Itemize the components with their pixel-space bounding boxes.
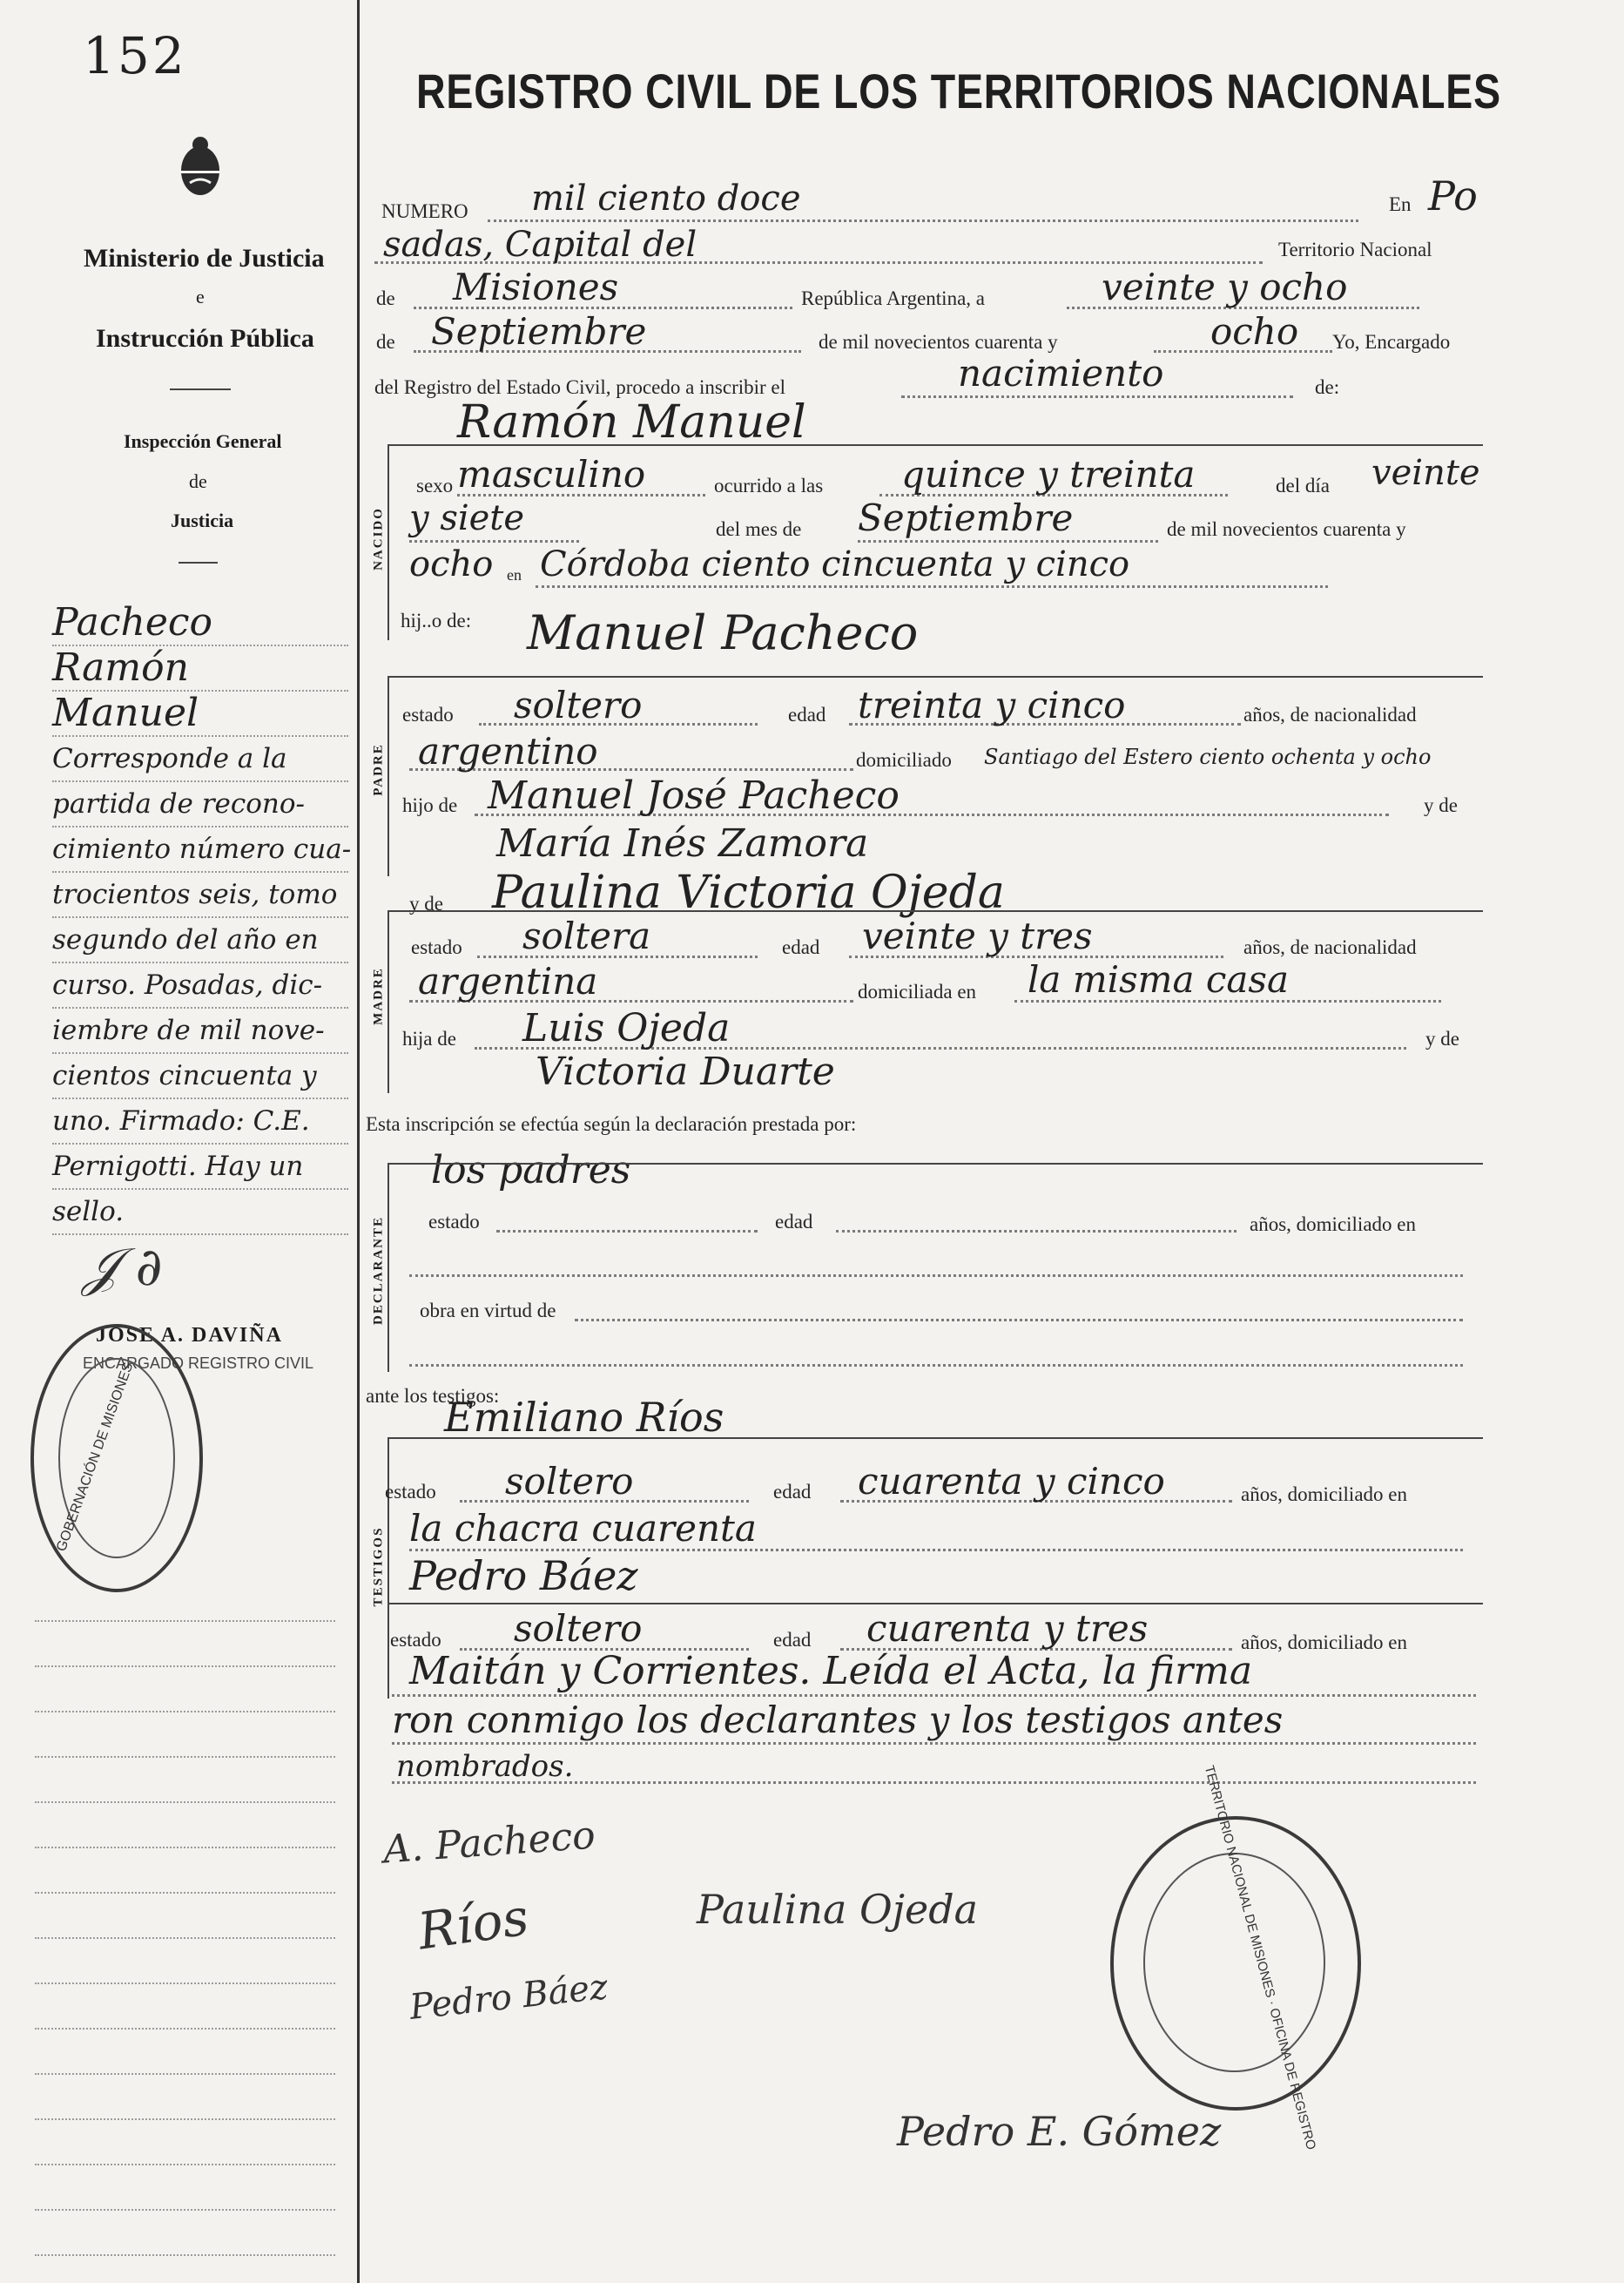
signature-4: Paulina Ojeda (697, 1886, 979, 1933)
hw-nombre: Ramón Manuel (457, 396, 806, 449)
signature-2: Ríos (414, 1887, 533, 1962)
label-madre-y-de: y de (1425, 1028, 1459, 1050)
label-t2-anos-dom: años, domiciliado en (1241, 1631, 1407, 1653)
label-decl-estado: estado (428, 1211, 480, 1233)
sheet-number: 152 (83, 26, 187, 85)
margin-ruled-line (35, 2118, 335, 2120)
inspection-line-2: de (189, 470, 207, 492)
hw-anio: ocho (1210, 310, 1299, 353)
inspection-line-3: Justicia (171, 510, 234, 531)
hw-mes: Septiembre (431, 310, 647, 353)
hw-padre-madre: María Inés Zamora (496, 821, 869, 866)
hw-dia: veinte y ocho (1102, 266, 1348, 308)
hw-padre-domicilio: Santiago del Estero ciento ochenta y ocho (984, 745, 1432, 769)
margin-note-line: sello. (52, 1190, 348, 1235)
hw-madre-madre: Victoria Duarte (536, 1050, 835, 1094)
hw-closing-1: Maitán y Corrientes. Leída el Acta, la firma (409, 1649, 1253, 1693)
hw-testigo2-nombre: Pedro Báez (409, 1552, 638, 1599)
margin-stamp (30, 1324, 203, 1592)
hw-closing-2: ron conmigo los declarantes y los testigos antes (392, 1699, 1284, 1741)
label-republica: República Argentina, a (801, 287, 985, 309)
margin-ruled-line (35, 2028, 335, 2030)
margin-ruled-line (35, 1711, 335, 1712)
hw-madre-nombre: Paulina Victoria Ojeda (492, 867, 1005, 919)
hw-numero: mil ciento doce (531, 179, 801, 219)
label-de-colon: de: (1315, 376, 1340, 398)
signature-3: Pedro Báez (408, 1967, 610, 2028)
label-padre-y-de: y de (1424, 794, 1458, 816)
section-declarante: DECLARANTE (371, 1216, 386, 1326)
margin-note-line: cimiento número cua- (52, 827, 348, 873)
label-obra-virtud: obra en virtud de (420, 1300, 556, 1321)
label-padre-domiciliado: domiciliado (856, 749, 952, 771)
label-sexo: sexo (416, 475, 454, 496)
margin-note-line: partida de recono- (52, 782, 348, 827)
label-decl-edad: edad (775, 1211, 813, 1233)
hw-dia-nac-1: veinte (1371, 453, 1480, 493)
hw-testigo1-edad: cuarenta y cinco (858, 1460, 1165, 1503)
margin-stamp-text: GOBERNACIÓN DE MISIONES (54, 1361, 137, 1554)
hw-padre-nac: argentino (418, 730, 598, 773)
label-del-dia: del día (1276, 475, 1330, 496)
label-numero: NUMERO (381, 200, 468, 222)
signature-1: A. Pacheco (381, 1813, 597, 1873)
margin-note-line: uno. Firmado: C.E. (52, 1099, 348, 1145)
margin-ruled-line (35, 1620, 335, 1622)
label-t2-edad: edad (773, 1629, 812, 1651)
hw-closing-3: nombrados. (396, 1749, 574, 1784)
label-esta-inscripcion: Esta inscripción se efectúa según la declaración prestada por: (366, 1113, 857, 1135)
label-en: En (1389, 193, 1412, 215)
hw-madre-domicilio: la misma casa (1028, 958, 1290, 1001)
label-padre-hijo-de: hijo de (402, 794, 458, 816)
hw-padre-edad: treinta y cinco (858, 684, 1126, 726)
margin-ruled-line (35, 1892, 335, 1894)
label-del-mes: del mes de (716, 518, 802, 540)
label-madre-domiciliada: domiciliada en (858, 981, 977, 1003)
label-madre-anos-nac: años, de nacionalidad (1243, 936, 1417, 958)
label-mil-nov: de mil novecientos cuarenta y (819, 331, 1058, 353)
official-stamp (1110, 1764, 1361, 2151)
hw-testigo1-nombre: Emiliano Ríos (444, 1394, 724, 1441)
label-del-registro: del Registro del Estado Civil, procedo a inscribir el (374, 376, 786, 398)
label-en-lower: en (507, 566, 522, 584)
margin-note-line: iembre de mil nove- (52, 1009, 348, 1054)
label-yo-encargado: Yo, Encargado (1332, 331, 1451, 353)
section-nacido: NACIDO (371, 507, 386, 571)
margin-note-line: Pacheco (52, 601, 348, 646)
margin-ruled-line (35, 2209, 335, 2211)
hw-anio-nac: ocho (409, 544, 494, 584)
margin-ruled-line (35, 1847, 335, 1848)
hw-acto: nacimiento (958, 352, 1164, 395)
signature-5: Pedro E. Gómez (897, 2108, 1222, 2155)
inspection-line-1: Inspección General (124, 430, 282, 452)
label-y-de-madre: y de (409, 893, 443, 915)
margin-note-line: Pernigotti. Hay un (52, 1145, 348, 1190)
hw-madre-edad: veinte y tres (862, 915, 1093, 957)
margin-ruled-line (35, 1937, 335, 1939)
section-padre: PADRE (371, 743, 386, 796)
label-padre-estado: estado (402, 704, 454, 726)
coat-of-arms-icon (174, 131, 226, 200)
label-ante-testigos: ante los testigos: (366, 1385, 500, 1407)
label-decl-anos-dom: años, domiciliado en (1250, 1213, 1416, 1235)
margin-note-line: trocientos seis, tomo (52, 873, 348, 918)
official-stamp-text: TERRITORIO NACIONAL DE MISIONES · OFICINA DE REGISTRO (1201, 1764, 1319, 2151)
label-mil-nov-y: de mil novecientos cuarenta y (1167, 518, 1406, 540)
margin-note-line: segundo del año en (52, 918, 348, 963)
ministry-line-3: Instrucción Pública (96, 324, 314, 353)
margin-note (52, 600, 352, 1235)
label-padre-anos-nac: años, de nacionalidad (1243, 704, 1417, 726)
margin-ruled-line (35, 1982, 335, 1984)
hw-testigo1-dom: la chacra cuarenta (409, 1507, 757, 1550)
label-hijo-de: hij..o de: (401, 610, 472, 632)
margin-ruled-line (35, 1756, 335, 1758)
margin-signature-caption-2: ENCARGADO REGISTRO CIVIL (83, 1354, 314, 1372)
margin-divider-2 (179, 562, 218, 564)
margin-note-line: curso. Posadas, dic- (52, 963, 348, 1009)
hw-padre-hijo-de: Manuel José Pacheco (488, 773, 900, 818)
hw-declarante: los padres (431, 1148, 631, 1192)
label-territorio: Territorio Nacional (1278, 239, 1432, 260)
hw-madre-hija-de: Luis Ojeda (522, 1006, 731, 1050)
hw-madre-estado: soltera (522, 915, 651, 957)
hw-madre-nac: argentina (418, 960, 598, 1003)
hw-testigo2-edad: cuarenta y tres (866, 1607, 1149, 1650)
hw-lugar-nac: Córdoba ciento cincuenta y cinco (540, 544, 1130, 584)
label-ocurrido: ocurrido a las (714, 475, 824, 496)
hw-mes-nac: Septiembre (858, 496, 1074, 539)
margin-ruled-line (35, 2164, 335, 2165)
hw-testigo1-estado: soltero (505, 1460, 634, 1503)
margin-signature-caption-1: JOSE A. DAVIÑA (96, 1324, 283, 1347)
page-title: REGISTRO CIVIL DE LOS TERRITORIOS NACIONALES (416, 64, 1501, 118)
hw-lugar-1: Po (1428, 172, 1478, 220)
section-testigos: TESTIGOS (371, 1526, 386, 1607)
margin-ruled-line (35, 2254, 335, 2256)
margin-border (357, 0, 360, 2283)
ministry-line-1: Ministerio de Justicia (84, 244, 325, 273)
margin-note-line: Corresponde a la (52, 737, 348, 782)
label-madre-edad: edad (782, 936, 820, 958)
section-madre: MADRE (371, 967, 386, 1025)
hw-hora: quince y treinta (901, 453, 1196, 496)
hw-padre-estado: soltero (514, 684, 643, 726)
hw-dia-nac-2: y siete (409, 498, 525, 538)
margin-note-line: cientos cincuenta y (52, 1054, 348, 1099)
hw-territorio: Misiones (453, 266, 619, 308)
ministry-line-2: e (196, 286, 205, 307)
hw-lugar-2: sadas, Capital del (383, 225, 697, 265)
label-t1-estado: estado (385, 1481, 436, 1503)
label-de-1: de (376, 287, 395, 309)
margin-ruled-line (35, 1801, 335, 1803)
hw-padre-nombre: Manuel Pacheco (527, 605, 919, 660)
label-padre-edad: edad (788, 704, 826, 726)
label-t1-edad: edad (773, 1481, 812, 1503)
hw-sexo: masculino (457, 453, 646, 496)
margin-ruled-line (35, 1665, 335, 1667)
label-madre-hija-de: hija de (402, 1028, 456, 1050)
label-madre-estado: estado (411, 936, 462, 958)
margin-divider (170, 388, 231, 390)
label-t1-anos-dom: años, domiciliado en (1241, 1483, 1407, 1505)
label-t2-estado: estado (390, 1629, 441, 1651)
margin-ruled-line (35, 2073, 335, 2075)
label-de-2: de (376, 331, 395, 353)
hw-testigo2-estado: soltero (514, 1607, 643, 1650)
margin-note-line: Ramón (52, 646, 348, 692)
margin-signature: 𝒥 ∂ (83, 1237, 163, 1298)
margin-note-line: Manuel (52, 692, 348, 737)
